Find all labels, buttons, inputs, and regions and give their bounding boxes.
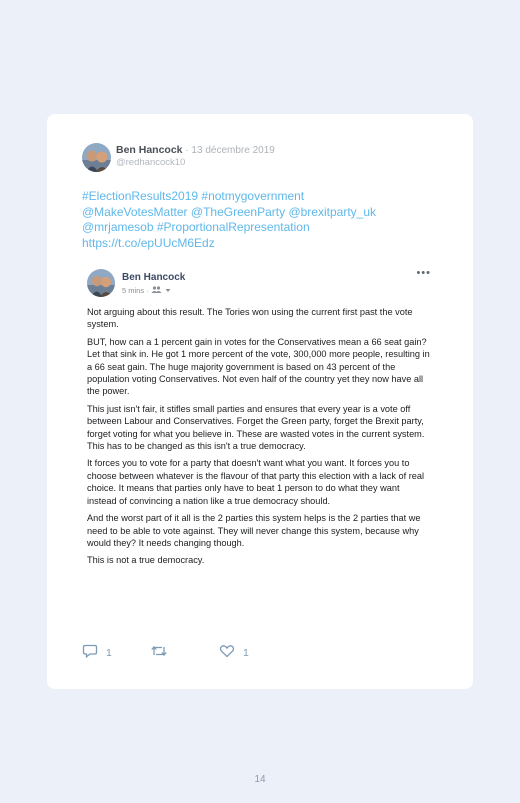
embed-time: 5 mins · <box>122 286 149 295</box>
avatar[interactable] <box>82 143 111 172</box>
tweet-actions <box>82 644 442 662</box>
embed-meta <box>122 286 171 295</box>
embedded-post-image <box>81 262 437 622</box>
embed-paragraph: Not arguing about this result. The Tories won using the current first past the vote system. <box>87 307 413 330</box>
embed-avatar <box>87 269 115 297</box>
reply-button[interactable] <box>82 644 112 661</box>
more-icon: ••• <box>416 267 431 279</box>
embed-paragraph: This just isn't fair, it stifles small parties and ensures that every year is a vote off between Labour and Conservatives. Forget the Green party, forget the Brexit party, forget voting for what you believe in. These are wasted votes in the current system. This has to be changed as this isn't a true democracy. <box>87 403 425 452</box>
tweet-card <box>47 114 473 689</box>
like-count: 1 <box>243 646 249 659</box>
like-icon <box>219 644 235 661</box>
tweet-link-line[interactable]: #ElectionResults2019 #notmygovernment <box>82 189 305 203</box>
tweet-text <box>82 189 442 251</box>
tweet-author[interactable] <box>116 144 275 156</box>
embed-paragraph: And the worst part of it all is the 2 parties this system helps is the 2 parties that we need to be able to vote against. They will never change this system, because why would they? It needs changing though. <box>87 513 421 548</box>
embed-paragraph: It forces you to vote for a party that doesn't want what you want. It forces you to choose between whatever is the flavour of that party this election with a lack of real choice. It means that parties only have to beat 1 person to do what they want instead of convincing a nation like a true democracy should. <box>87 458 425 506</box>
embed-paragraph: BUT, how can a 1 percent gain in votes for the Conservatives mean a 66 seat gain? Let that sink in. He got 1 more percent of the vote, 300,000 more people, resulting in a 66 seat gain. The huge majority government is based on 43 percent of the population voting Conservatives. Not even half of the country yet they now have all the power. <box>87 336 430 397</box>
reply-count: 1 <box>106 646 112 659</box>
tweet-link-line[interactable]: @mrjamesob #ProportionalRepresentation <box>82 220 310 234</box>
chevron-down-icon <box>165 286 171 295</box>
page-number: 14 <box>254 774 266 785</box>
retweet-icon <box>150 644 168 661</box>
tweet-url[interactable]: https://t.co/epUUcM6Edz <box>82 235 215 250</box>
like-button[interactable] <box>219 644 249 661</box>
embed-body <box>87 306 431 572</box>
embed-paragraph: This is not a true democracy. <box>87 555 205 566</box>
author-name[interactable]: Ben Hancock <box>116 144 183 156</box>
reply-icon <box>82 644 98 661</box>
author-handle[interactable]: @redhancock10 <box>116 157 186 168</box>
tweet-date: · 13 décembre 2019 <box>182 145 275 156</box>
retweet-button[interactable] <box>150 644 168 661</box>
friends-icon <box>151 286 163 295</box>
tweet-link-line[interactable]: @MakeVotesMatter @TheGreenParty @brexitparty_uk <box>82 204 376 219</box>
embed-author-name: Ben Hancock <box>122 272 186 283</box>
